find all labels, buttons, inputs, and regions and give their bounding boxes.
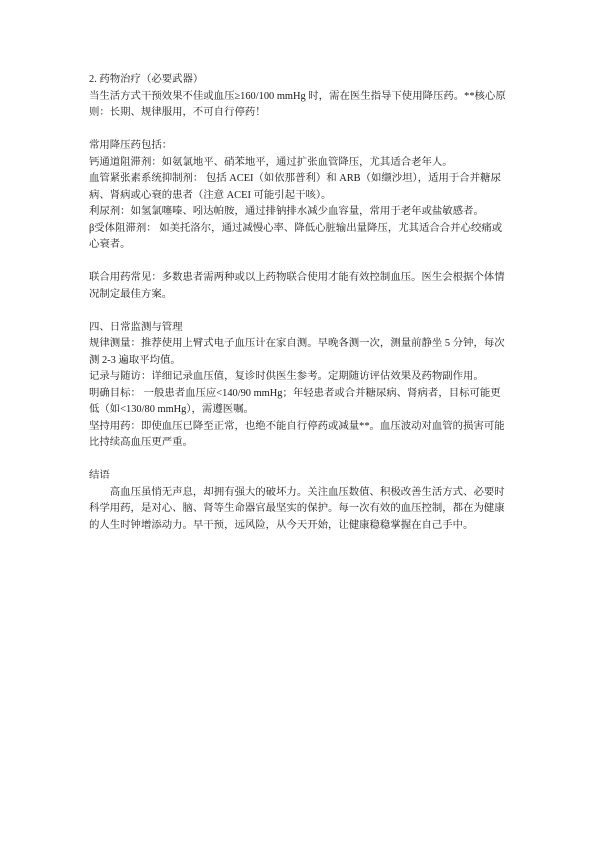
monitoring-line: 明确目标： 一般患者血压应<140/90 mmHg；年轻患者或合并糖尿病、肾病者，目标可能更 <box>89 387 501 399</box>
drug-class-line: β受体阻滞剂： 如美托洛尔，通过减慢心率、降低心脏输出量降压，尤其适合合并心绞痛或 <box>89 222 503 234</box>
conclusion-line: 高血压虽悄无声息，却拥有强大的破坏力。关注血压数值、积极改善生活方式、必要时 <box>109 486 505 498</box>
monitoring-line: 比持续高血压更严重。 <box>89 437 193 448</box>
monitoring-line: 规律测量：推荐使用上臂式电子血压计在家自测。早晚各测一次，测量前静坐 5 分钟，每次 <box>89 338 505 349</box>
common-drugs-intro: 常用降压药包括： <box>89 140 173 151</box>
combination-line: 况制定最佳方案。 <box>89 288 173 300</box>
drug-treatment-line: 则：长期、规律服用，不可自行停药！ <box>89 107 266 118</box>
section-heading-drug-treatment: 2. 药物治疗（必要武器） <box>89 74 204 85</box>
combination-line: 联合用药常见：多数患者需两种或以上药物联合使用才能有效控制血压。医生会根据个体情 <box>89 272 505 283</box>
section-heading-monitoring: 四、日常监测与管理 <box>89 321 183 333</box>
drug-class-line: 病、肾病或心衰的患者（注意 ACEI 可能引起干咳）。 <box>89 189 332 201</box>
conclusion-line: 科学用药，是对心、脑、肾等生命器官最坚实的保护。每一次有效的血压控制，都在为健康 <box>89 503 505 514</box>
paragraph-gap <box>89 303 509 320</box>
paragraph-gap <box>89 254 509 271</box>
monitoring-line: 坚持用药：即使血压已降至正常，也绝不能自行停药或减量**。血压波动对血管的损害可能 <box>89 420 505 432</box>
document-body <box>89 72 509 534</box>
monitoring-line: 记录与随访：详细记录血压值，复诊时供医生参考。定期随访评估效果及药物副作用。 <box>89 371 484 382</box>
drug-treatment-line: 当生活方式干预效果不佳或血压≥160/100 mmHg 时，需在医生指导下使用降压药。**核心原 <box>89 90 506 102</box>
drug-class-line: 利尿剂：如氢氯噻嗪、吲达帕胺，通过排钠排水减少血容量，常用于老年或盐敏感者。 <box>89 206 484 217</box>
drug-class-line: 血管紧张素系统抑制剂： 包括 ACEI（如依那普利）和 ARB（如缬沙坦），适用于合并糖尿 <box>89 173 501 184</box>
monitoring-line: 测 2-3 遍取平均值。 <box>89 354 181 366</box>
paragraph-gap <box>89 452 509 469</box>
paragraph-gap <box>89 122 509 139</box>
section-heading-conclusion: 结语 <box>89 470 110 481</box>
drug-class-line: 心衰者。 <box>89 239 131 250</box>
monitoring-line: 低（如<130/80 mmHg），需遵医嘱。 <box>89 404 254 415</box>
drug-class-line: 钙通道阻滞剂：如氨氯地平、硝苯地平，通过扩张血管降压，尤其适合老年人。 <box>89 156 453 168</box>
conclusion-line: 的人生时钟增添动力。早干预，远风险，从今天开始，让健康稳稳掌握在自己手中。 <box>89 519 474 531</box>
